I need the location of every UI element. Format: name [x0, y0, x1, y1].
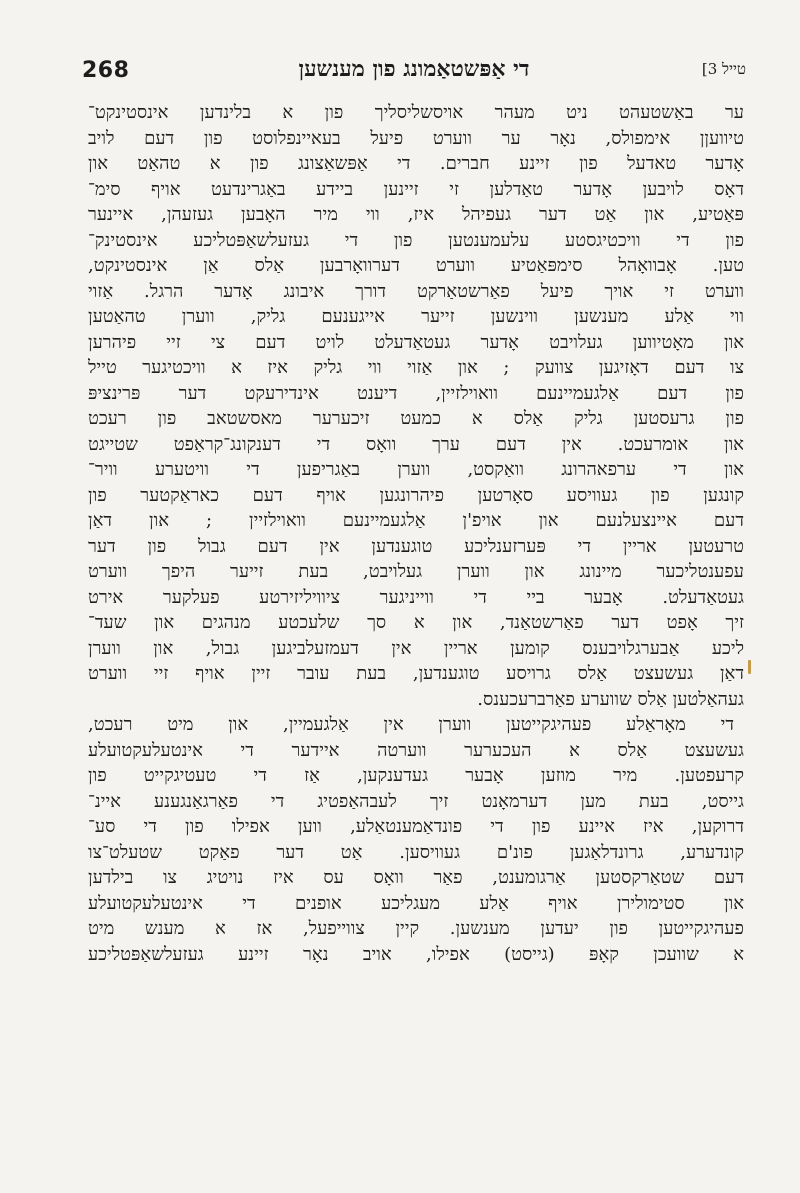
running-head [82, 52, 746, 92]
text-line: גייסט, בעת מען דערמאָנט זיך לעבהאַפטיג די פאַרגאַנגענע איינ־ [88, 790, 744, 812]
text-line: דעם שטאַרקסטען אַרגומענט, פאַר וואָס עס איז נויטיג צו בילדען [88, 867, 744, 888]
text-line: טרעטען אריין די פּערזענליכע טוגענדען אין דעם גבול פון דער [88, 535, 744, 557]
text-line: עפענטליכער מיינונג און ווערן געלויבט, בעת זייער היפך ווערט [88, 561, 744, 582]
text-line: געשעצט אַלס א העכערער ווערטה איידער די אינטעלעקטועלע [88, 739, 744, 761]
text-line: און אומרעכט. אין דעם ערך וואָס די דענקונג־קראַפט שטייגט [88, 433, 744, 455]
text-line: און סטימולירן אויף אַלע מעגליכע אופנים די אינטעלעקטועלע [88, 892, 744, 914]
section-note: [טייל 3 [701, 60, 746, 78]
text-line: אָדער טאדעל פון זיינע חברים. די אַפּשאַצונג פון א טהאַט און [88, 153, 744, 174]
text-line: געטאַדעלט. אָבער ביי די ווייניגער ציוויליזירטע פעלקער אירט [88, 586, 744, 608]
text-line: טען. אָבוואָהל סימפּאַטיע ווערט דערוואָרבען אַלס אַן אינסטינקט, [88, 255, 744, 276]
text-line: צו דעם דאָזיגען צוועק ; און אַזוי ווי גליק איז א וויכטיגער טייל [88, 357, 744, 378]
text-line: קונדערע, גרונדלאַגען פונ'ם געוויסען. אַט דער פאַקט שטעלט־צו [88, 841, 744, 863]
body-text [88, 100, 744, 967]
text-line: קונגען פון געוויסע סאָרטען פיהרונגען אויף דעם כאראַקטער פון [88, 484, 744, 506]
page-number: 268 [82, 58, 130, 83]
text-line: דעם איינצעלנעם און אויפ'ן אַלגעמיינעם וואוילזיין ; און דאַן [88, 510, 744, 531]
text-line: קרעפטען. מיר מוזען אָבער געדענקען, אַז די טעטיגקייט פון [88, 765, 744, 786]
text-line: פון דעם אַלגעמיינעם וואוילזיין, דיענט אינדירעקט דער פּרינציפּ [88, 382, 744, 404]
text-line: דרוקען, איז איינע פון די פונדאַמענטאַלע, ווען אפילו פון די סע־ [88, 816, 744, 837]
text-line: און מאָטיווען געלויבט אָדער געטאַדעלט לויט דעם צי זיי פיהרען [88, 331, 744, 353]
text-line: ווערט זי אויך פיעל פאַרשטאַרקט דורך איבונג אָדער הרגל. אַזוי [88, 280, 744, 302]
text-line: טיוועןן אימפולס, נאָר ער ווערט פיעל בעאיינפלוסט פון דעם לויב [88, 127, 744, 149]
paragraph-last-line: געהאַלטען אַלס שווערע פאַרברעכענס. [477, 688, 744, 710]
page-title: די אַפּשטאַמונג פון מענשען [298, 56, 530, 82]
text-line: פּאַטיע, און אַט דער געפיהל איז, ווי מיר האָבען געזעהן, איינער [88, 204, 744, 225]
text-line: פון די וויכטיגסטע עלעמענטען פון די געזעלשאַפּטליכע אינסטינק־ [88, 229, 744, 251]
text-line: דאַן געשעצט אַלס גרויסע טוגענדען, בעת עובר זיין אויף זיי ווערט [88, 663, 744, 684]
text-line: און די ערפאהרונג וואַקסט, ווערן באַגריפען די וויטערע וויר־ [88, 459, 744, 480]
margin-mark [748, 660, 751, 674]
text-line: ווי אַלע מענשען ווינשען זייער אייגענעם גליק, ווערן טהאַטען [88, 306, 744, 327]
paragraph-first-line: די מאָראַלע פעהיגקייטען ווערן אין אַלגעמיין, און מיט רעכט, [88, 714, 734, 735]
text-line: דאָס לויבען אָדער טאַדלען זי זיינען ביידע באַגרינדעט אויף סימ־ [88, 178, 744, 200]
text-line: ליכע אַבערגלויבענס קומען אריין אין דעמזעלביגען גבול, און ווערן [88, 637, 744, 659]
text-line: פעהיגקייטען פון יעדען מענשען. קיין צווייפעל, אז א מענש מיט [88, 918, 744, 939]
text-line: פון גרעסטען גליק אַלס א כמעט זיכערער מאסשטאב פון רעכט [88, 408, 744, 429]
text-line: ער באַשטעהט ניט מעהר אויסשליסליך פון א בלינדען אינסטינקט־ [88, 102, 744, 123]
text-line: א שוועכן קאָפּ (גייסט) אפילו, אויב נאָר זיינע געזעלשאַפּטליכע [88, 943, 744, 965]
text-line: זיך אָפט דער פאַרשטאַנד, און א סך שלעכטע מנהגים און שעד־ [88, 612, 744, 633]
